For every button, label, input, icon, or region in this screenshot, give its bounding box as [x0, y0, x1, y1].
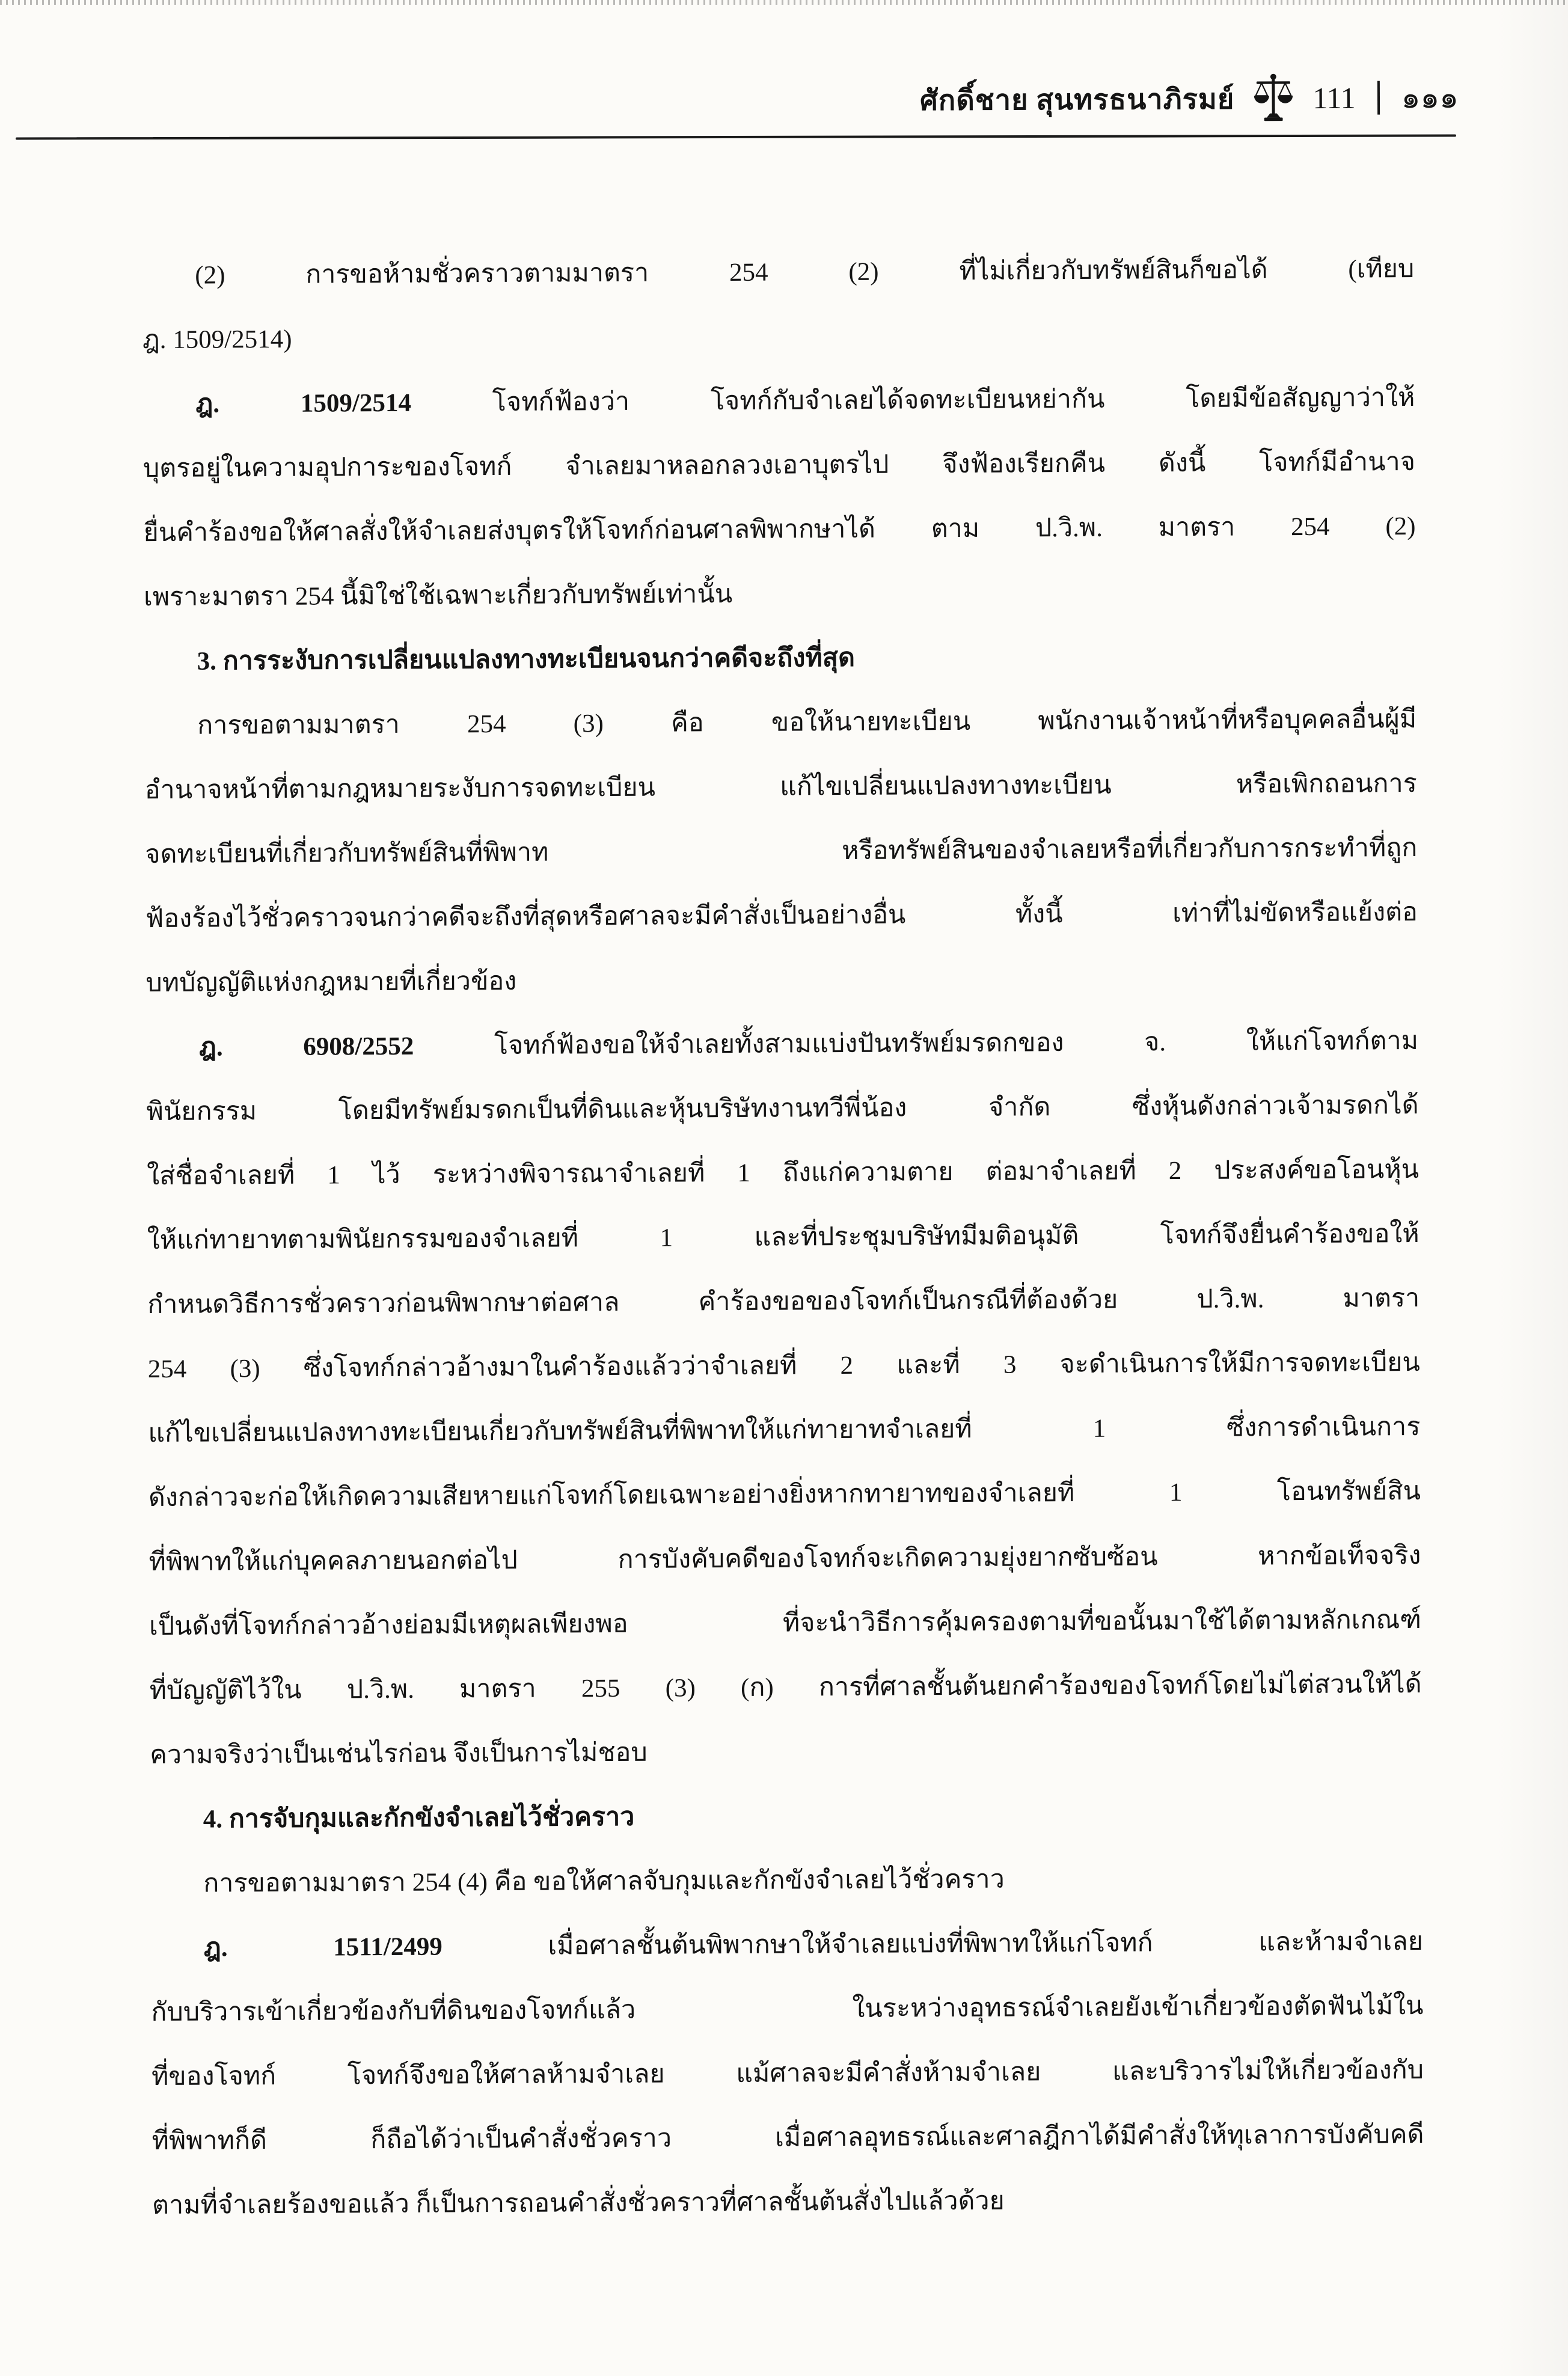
text-line [144, 623, 1416, 694]
text-line [142, 237, 1415, 308]
text-run: ยื่นคำร้องขอให้ศาลสั่งให้จำเลยส่งบุตรให้โจทก์ก่อนศาลพิพากษาได้ ตาม ป.วิ.พ. มาตรา 254 (2) [143, 512, 1416, 548]
body-lines [142, 237, 1424, 2238]
page-header [920, 70, 1459, 127]
bold-text-run: 3. การระงับการเปลี่ยนแปลงทางทะเบียนจนกว่าคดีจะถึงที่สุด [197, 643, 856, 676]
text-line [145, 880, 1418, 951]
bold-text-run: ฎ. 1509/2514 [195, 388, 412, 418]
text-line [143, 430, 1416, 501]
text-run: บทบัญญัติแห่งกฎหมายที่เกี่ยวข้อง [145, 967, 517, 998]
text-run: กับบริวารเข้าเกี่ยวข้องกับที่ดินของโจทก์แล้ว ในระหว่างอุทธรณ์จำเลยยังเข้าเกี่ยวข้องตัดฟันไม้ใน [151, 1991, 1424, 2027]
text-line [152, 2038, 1424, 2109]
text-run: ที่ของโจทก์ โจทก์จึงขอให้ศาลห้ามจำเลย แม้ศาลจะมีคำสั่งห้ามจำเลย และบริวารไม่ให้เกี่ยวข้องกับ [151, 2056, 1424, 2092]
text-line [148, 1330, 1421, 1401]
text-run: เป็นดังที่โจทก์กล่าวอ้างย่อมมีเหตุผลเพียงพอ ที่จะนำวิธีการคุ้มครองตามที่ขอนั้นมาใช้ได้ตามหลักเกณฑ์ [149, 1605, 1422, 1641]
scan-shading [1496, 0, 1568, 2376]
text-run: โจทก์ฟ้องว่า โจทก์กับจำเลยได้จดทะเบียนหย่ากัน โดยมีข้อสัญญาว่าให้ [411, 383, 1415, 417]
text-run: พินัยกรรม โดยมีทรัพย์มรดกเป็นที่ดินและหุ้นบริษัทงานทวีพี่น้อง จำกัด ซึ่งหุ้นดังกล่าวเจ้ามรดกได้ [146, 1091, 1419, 1127]
text-line [149, 1588, 1422, 1659]
scan-edge-artifact [0, 0, 1568, 5]
text-run: ให้แก่ทายาทตามพินัยกรรมของจำเลยที่ 1 และที่ประชุมบริษัทมีมติอนุมัติ โจทก์จึงยื่นคำร้องขอให้ [147, 1219, 1419, 1255]
header-rule [16, 134, 1456, 139]
text-run: เมื่อศาลชั้นต้นพิพากษาให้จำเลยแบ่งที่พิพาทให้แก่โจทก์ และห้ามจำเลย [442, 1927, 1423, 1961]
text-run: บุตรอยู่ในความอุปการะของโจทก์ จำเลยมาหลอกลวงเอาบุตรไป จึงฟ้องเรียกคืน ดังนี้ โจทก์มีอำนาจ [142, 447, 1416, 483]
text-line [149, 1523, 1421, 1594]
text-line [146, 1073, 1419, 1144]
text-run: ฎ. 1509/2514) [142, 325, 292, 355]
text-line [152, 2102, 1424, 2173]
text-run: ใส่ชื่อจำเลยที่ 1 ไว้ ระหว่างพิจารณาจำเลยที่ 1 ถึงแก่ความตาย ต่อมาจำเลยที่ 2 ประสงค์ขอโอนหุ้น [147, 1155, 1419, 1191]
bold-text-run: 4. การจับกุมและกักขังจำเลยไว้ชั่วคราว [203, 1802, 635, 1834]
text-line [143, 494, 1416, 565]
text-line [148, 1395, 1421, 1466]
text-line [150, 1845, 1423, 1916]
text-run: การขอตามมาตรา 254 (4) คือ ขอให้ศาลจับกุมและกักขังจำเลยไว้ชั่วคราว [203, 1865, 1005, 1898]
text-line [146, 1009, 1419, 1080]
page-number-arabic: 111 [1312, 81, 1356, 115]
text-line [144, 559, 1416, 629]
text-line [151, 1974, 1424, 2045]
text-run: เพราะมาตรา 254 นี้มิใช่ใช้เฉพาะเกี่ยวกับทรัพย์เท่านั้น [143, 580, 733, 612]
text-line [151, 1909, 1424, 1980]
author-name: ศักดิ์ชาย สุนทรธนาภิรมย์ [919, 84, 1235, 117]
text-line [150, 1716, 1423, 1787]
text-line [150, 1781, 1423, 1852]
text-run: ความจริงว่าเป็นเช่นไรก่อน จึงเป็นการไม่ชอบ [150, 1738, 648, 1770]
text-line [144, 687, 1417, 758]
text-line [145, 816, 1418, 887]
text-run: โจทก์ฟ้องขอให้จำเลยทั้งสามแบ่งปันทรัพย์มรดกของ จ. ให้แก่โจทก์ตาม [414, 1026, 1419, 1061]
text-line [142, 301, 1415, 372]
text-run: ที่พิพาทก็ดี ก็ถือได้ว่าเป็นคำสั่งชั่วคราว เมื่อศาลอุทธรณ์และศาลฎีกาได้มีคำสั่งให้ทุเลาการบังคับคดี [152, 2120, 1424, 2156]
text-run: แก้ไขเปลี่ยนแปลงทางทะเบียนเกี่ยวกับทรัพย์สินที่พิพาทให้แก่ทายาทจำเลยที่ 1 ซึ่งการดำเนินการ [148, 1412, 1421, 1448]
text-run: การขอตามมาตรา 254 (3) คือ ขอให้นายทะเบียน พนักงานเจ้าหน้าที่หรือบุคคลอื่นผู้มี [197, 705, 1417, 740]
text-run: ตามที่จำเลยร้องขอแล้ว ก็เป็นการถอนคำสั่งชั่วคราวที่ศาลชั้นต้นสั่งไปแล้วด้วย [152, 2187, 1005, 2220]
bold-text-run: ฎ. 1511/2499 [203, 1932, 443, 1962]
text-line [147, 1137, 1419, 1208]
text-run: จดทะเบียนที่เกี่ยวกับทรัพย์สินที่พิพาท หรือทรัพย์สินของจำเลยหรือที่เกี่ยวกับการกระทำที่ถูก [145, 833, 1418, 869]
text-line [145, 752, 1418, 822]
text-line [149, 1652, 1422, 1723]
text-line [145, 945, 1418, 1015]
text-run: ฟ้องร้องไว้ชั่วคราวจนกว่าคดีจะถึงที่สุดหรือศาลจะมีคำสั่งเป็นอย่างอื่น ทั้งนี้ เท่าที่ไม่ขัดหรือแย้งต่อ [145, 898, 1418, 934]
page-number-divider [1377, 81, 1380, 115]
text-run: (2) การขอห้ามชั่วคราวตามมาตรา 254 (2) ที่ไม่เกี่ยวกับทรัพย์สินก็ขอได้ (เทียบ [195, 254, 1415, 290]
text-run: อำนาจหน้าที่ตามกฎหมายระงับการจดทะเบียน แก้ไขเปลี่ยนแปลงทางทะเบียน หรือเพิกถอนการ [144, 769, 1417, 805]
text-line [149, 1459, 1421, 1530]
page-number-thai: ๑๑๑ [1401, 80, 1459, 114]
text-run: กำหนดวิธีการชั่วคราวก่อนพิพากษาต่อศาล คำร้องขอของโจทก์เป็นกรณีที่ต้องด้วย ป.วิ.พ. มาตรา [147, 1284, 1420, 1320]
text-line [152, 2167, 1425, 2238]
text-run: ดังกล่าวจะก่อให้เกิดความเสียหายแก่โจทก์โดยเฉพาะอย่างยิ่งหากทายาทของจำเลยที่ 1 โอนทรัพย์สิน [148, 1477, 1421, 1513]
text-line [147, 1266, 1420, 1337]
text-line [147, 1202, 1419, 1273]
text-run: 254 (3) ซึ่งโจทก์กล่าวอ้างมาในคำร้องแล้วว่าจำเลยที่ 2 และที่ 3 จะดำเนินการให้มีการจดทะเบียน [147, 1348, 1420, 1384]
text-run: ที่บัญญัติไว้ใน ป.วิ.พ. มาตรา 255 (3) (ก) การที่ศาลชั้นต้นยกคำร้องของโจทก์โดยไม่ไต่สวนให้ได้ [149, 1670, 1422, 1706]
bold-text-run: ฎ. 6908/2552 [198, 1032, 414, 1062]
text-line [142, 366, 1415, 436]
scales-of-justice-icon [1252, 70, 1294, 126]
text-run: ที่พิพาทให้แก่บุคคลภายนอกต่อไป การบังคับคดีของโจทก์จะเกิดความยุ่งยากซับซ้อน หากข้อเท็จจริง [149, 1541, 1421, 1577]
